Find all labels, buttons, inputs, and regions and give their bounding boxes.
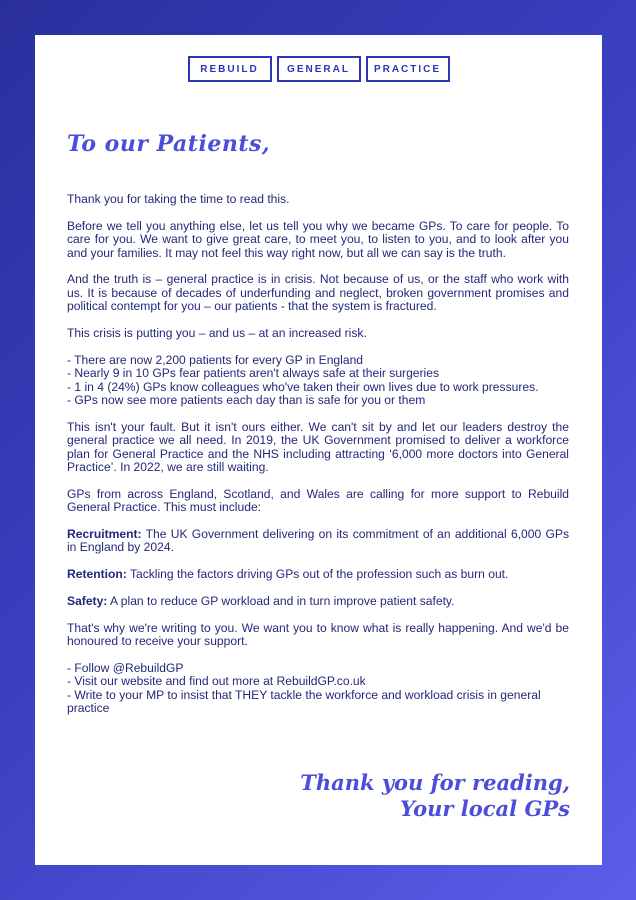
salutation-heading: To our Patients, bbox=[67, 131, 271, 157]
letter-sheet bbox=[35, 35, 602, 865]
logo-word-general: GENERAL bbox=[277, 56, 361, 82]
retention-label: Retention: bbox=[67, 567, 127, 582]
paragraph-crisis: And the truth is – general practice is in crisis. Not because of us, or the staff who work with us. It is because of decades of underfunding and neglect, broken government promises and political contempt for you – our patients - that the system is fractured. bbox=[67, 272, 569, 314]
paragraph-retention bbox=[67, 568, 569, 581]
paragraph-recruitment bbox=[67, 528, 569, 555]
list-item: - 1 in 4 (24%) GPs know colleagues who've taken their own lives due to work pressures. bbox=[67, 379, 539, 394]
list-item: - Write to your MP to insist that THEY tackle the workforce and workload crisis in general practice bbox=[67, 687, 541, 716]
list-item: - GPs now see more patients each day than is safe for you or them bbox=[67, 393, 426, 408]
safety-text: A plan to reduce GP workload and in turn improve patient safety. bbox=[107, 594, 455, 609]
statistics-list bbox=[67, 354, 569, 408]
paragraph-writing-to-you: That's why we're writing to you. We want you to know what is really happening. And we'd be honoured to receive your support. bbox=[67, 620, 569, 649]
paragraph-risk: This crisis is putting you – and us – at an increased risk. bbox=[67, 326, 367, 341]
paragraph-thanks: Thank you for taking the time to read this. bbox=[67, 192, 290, 206]
logo-word-rebuild: REBUILD bbox=[188, 56, 272, 82]
signoff-line-1: Thank you for reading, bbox=[300, 770, 570, 795]
list-item: - There are now 2,200 patients for every GP in England bbox=[67, 352, 364, 367]
paragraph-not-your-fault: This isn't your fault. But it isn't ours either. We can't sit by and let our leaders destroy the general practice we all need. In 2019, the UK Government promised to deliver a workforce plan for General Practice and the NHS including attracting ‘6,000 more doctors into General Practice’. In 2022, we are still waiting. bbox=[67, 419, 569, 475]
logo-word-practice: PRACTICE bbox=[366, 56, 450, 82]
paragraph-calling: GPs from across England, Scotland, and Wales are calling for more support to Rebuild General Practice. This must include: bbox=[67, 486, 569, 515]
recruitment-label: Recruitment: bbox=[67, 527, 142, 542]
actions-list bbox=[67, 662, 569, 716]
list-item: - Visit our website and find out more at RebuildGP.co.uk bbox=[67, 674, 366, 689]
signoff bbox=[300, 770, 570, 822]
paragraph-safety bbox=[67, 595, 569, 608]
safety-label: Safety: bbox=[67, 594, 108, 609]
list-item: - Follow @RebuildGP bbox=[67, 661, 184, 676]
letter-body bbox=[67, 193, 569, 729]
signoff-line-2: Your local GPs bbox=[399, 796, 570, 821]
paragraph-why-gps: Before we tell you anything else, let us tell you why we became GPs. To care for people. To care for you. We want to give great care, to meet you, to listen to you, and to look after you and your families. It may not feel this way right now, but all we can say is the truth. bbox=[67, 218, 569, 260]
list-item: - Nearly 9 in 10 GPs fear patients aren't always safe at their surgeries bbox=[67, 366, 440, 381]
retention-text: Tackling the factors driving GPs out of the profession such as burn out. bbox=[126, 567, 509, 582]
recruitment-text: The UK Government delivering on its commitment of an additional 6,000 GPs in England by 2024. bbox=[67, 527, 569, 555]
rebuild-general-practice-logo bbox=[35, 56, 602, 82]
